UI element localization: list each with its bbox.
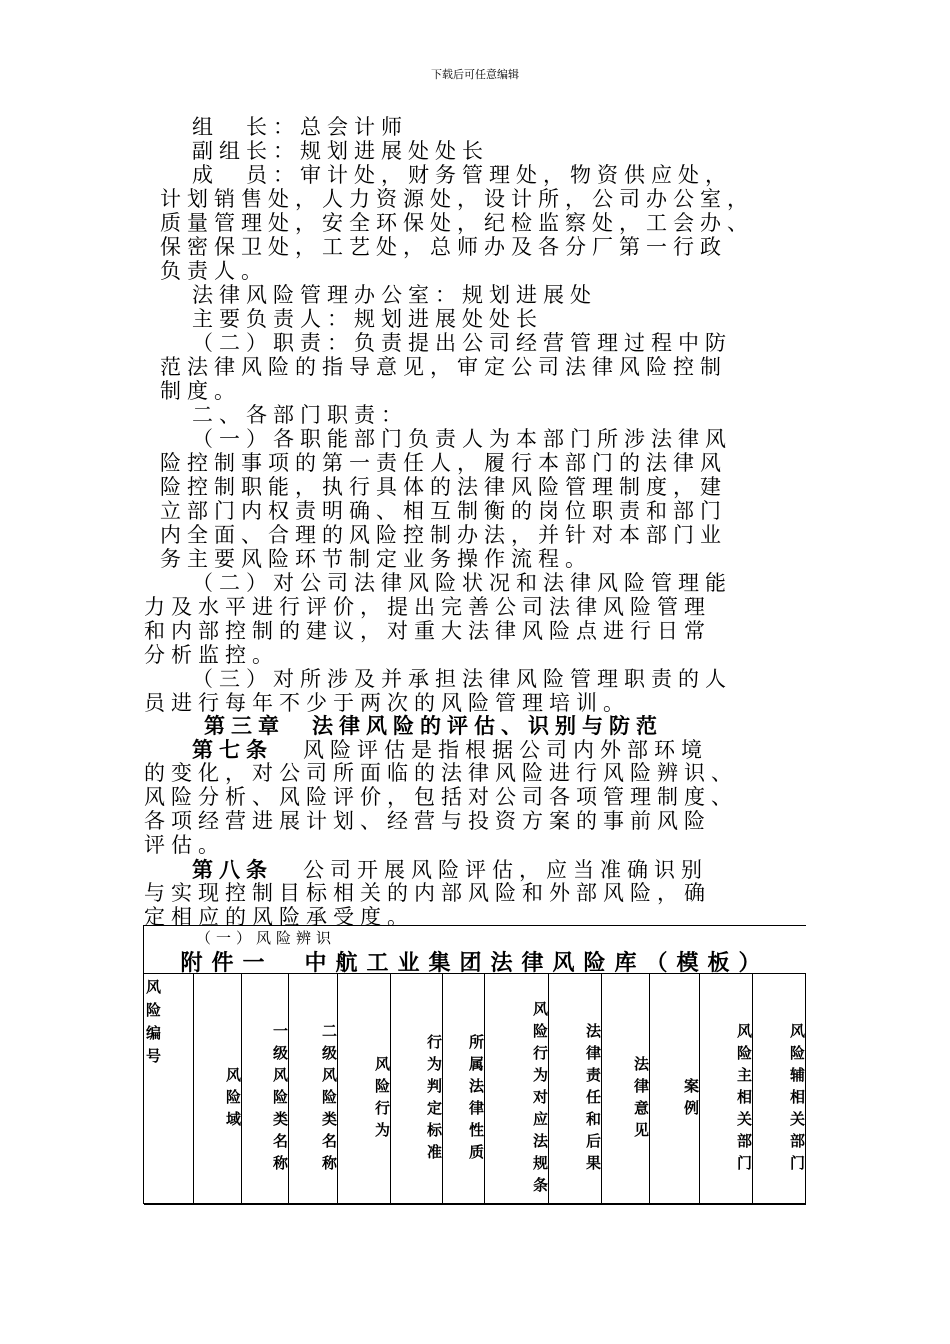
article-number: 第七条: [192, 737, 273, 762]
table-header-cell: 风险编号: [144, 974, 194, 1203]
text-line: （三）对所涉及并承担法律风险管理职责的人: [192, 667, 732, 691]
table-header-cell: 风险行为: [338, 974, 391, 1203]
text-line: 副组长：规划进展处处长: [192, 139, 489, 163]
text-line: 各项经营进展计划、经营与投资方案的事前风险: [144, 809, 711, 833]
table-header-cell: 二级风险类名称: [289, 974, 338, 1203]
risk-library-table: [143, 925, 806, 1204]
text-line: 险控制事项的第一责任人，履行本部门的法律风: [160, 451, 727, 475]
table-header-row: [144, 973, 806, 1205]
text-line: （二）对公司法律风险状况和法律风险管理能: [192, 571, 732, 595]
text-line: 计划销售处，人力资源处，设计所，公司办公室，: [160, 187, 754, 211]
table-header-cell: 风险域: [194, 974, 242, 1203]
text-line: 与实现控制目标相关的内部风险和外部风险，确: [144, 881, 711, 905]
text-line: 制度。: [160, 379, 241, 403]
text-line: 定相应的风险承受度。: [144, 905, 414, 929]
text-line: 和内部控制的建议，对重大法律风险点进行日常: [144, 619, 711, 643]
text-line: 主要负责人：规划进展处处长: [192, 307, 543, 331]
table-header-cell: 风险行为对应法规条: [485, 974, 549, 1203]
text-line: 保密保卫处，工艺处，总师办及各分厂第一行政: [160, 235, 727, 259]
table-title: 附件一 中航工业集团法律风险库（模板）: [180, 951, 770, 976]
text-line: （一）各职能部门负责人为本部门所涉法律风: [192, 427, 732, 451]
text-line: 员进行每年不少于两次的风险管理培训。: [144, 691, 630, 715]
chapter-heading: 第三章 法律风险的评估、识别与防范: [204, 713, 663, 738]
text-line: 组 长：总会计师: [192, 115, 408, 139]
text-line: 险控制职能，执行具体的法律风险管理制度，建: [160, 475, 727, 499]
text-line: 二、各部门职责：: [192, 403, 408, 427]
text-line: 质量管理处，安全环保处，纪检监察处，工会办、: [160, 211, 754, 235]
table-header-cell: 法律意见: [602, 974, 650, 1203]
table-header-cell: 所属法律性质: [443, 974, 485, 1203]
text-line: 务主要风险环节制定业务操作流程。: [160, 547, 592, 571]
article-8-first-line: [192, 858, 708, 882]
article-number: 第八条: [192, 857, 273, 882]
text-line: 范法律风险的指导意见，审定公司法律风险控制: [160, 355, 727, 379]
page-header-note: 下载后可任意编辑: [431, 68, 519, 81]
text-line: （二）职责：负责提出公司经营管理过程中防: [192, 331, 732, 355]
text-line: 公司开展风险评估，应当准确识别: [303, 858, 708, 882]
text-line: 力及水平进行评价，提出完善公司法律风险管理: [144, 595, 711, 619]
text-line: 的变化，对公司所面临的法律风险进行风险辨识、: [144, 761, 738, 785]
text-line: 成 员：审计处，财务管理处，物资供应处，: [192, 163, 732, 187]
table-header-cell: 风险主相关部门: [700, 974, 753, 1203]
table-header-cell: 一级风险类名称: [242, 974, 289, 1203]
text-line: 立部门内权责明确、相互制衡的岗位职责和部门: [160, 499, 727, 523]
table-header-cell: 法律责任和后果: [549, 974, 602, 1203]
table-header-cell: 案例: [650, 974, 700, 1203]
text-line: 内全面、合理的风险控制办法，并针对本部门业: [160, 523, 727, 547]
text-line: 负责人。: [160, 259, 268, 283]
text-line: 分析监控。: [144, 643, 279, 667]
text-line: 风险评估是指根据公司内外部环境: [303, 738, 708, 762]
text-line: 法律风险管理办公室：规划进展处: [192, 283, 597, 307]
table-header-cell: 行为判定标准: [391, 974, 443, 1203]
text-line: 评估。: [144, 833, 225, 857]
table-header-cell: 风险辅相关部门: [753, 974, 806, 1203]
subsection-heading: （一）风险辨识: [196, 929, 337, 947]
article-7-first-line: [192, 738, 708, 762]
text-line: 风险分析、风险评价，包括对公司各项管理制度、: [144, 785, 738, 809]
